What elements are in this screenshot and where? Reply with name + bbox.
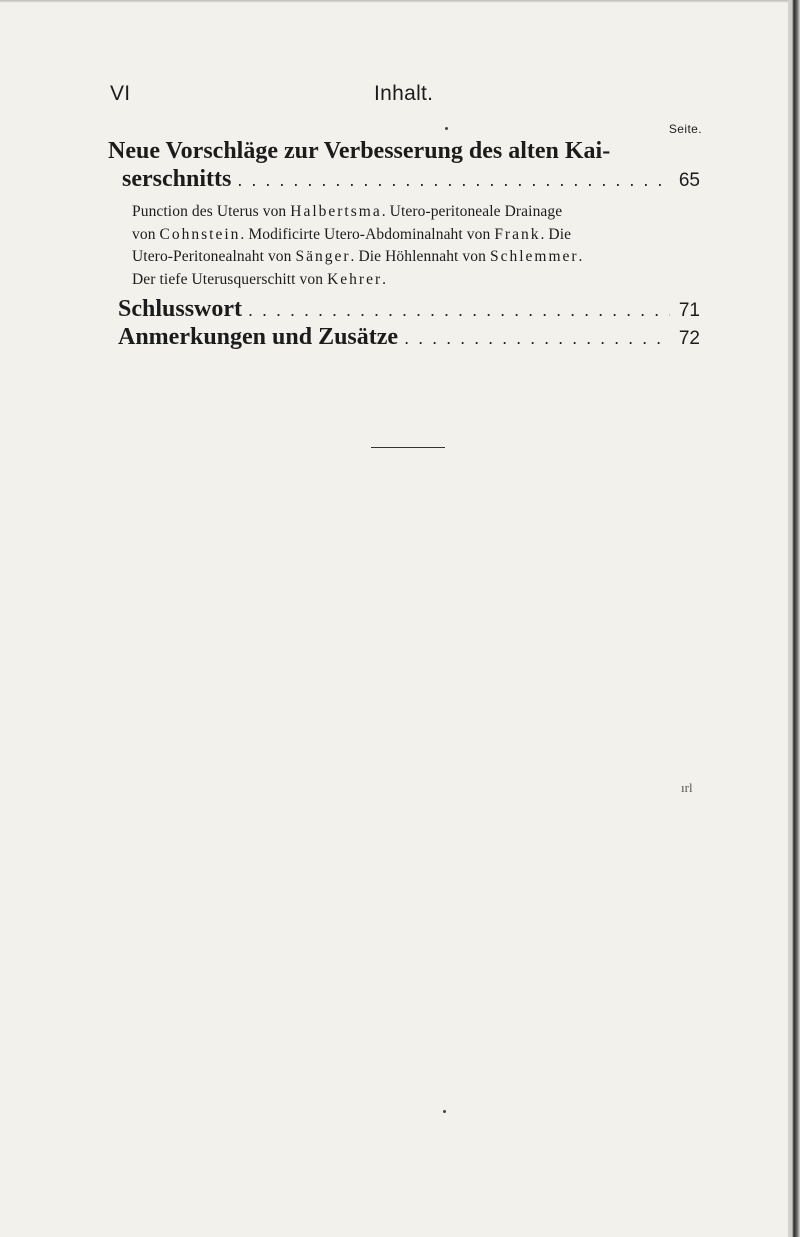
entry-page-number: 65 (678, 170, 700, 191)
page-number: VI (110, 82, 131, 105)
author-name: Cohnstein (159, 225, 241, 243)
entry-page-number: 71 (678, 300, 700, 321)
ink-speck (443, 1110, 446, 1113)
seite-column-label: Seite. (668, 122, 702, 136)
entry-title-line1: Neue Vorschläge zur Verbesserung des alten Kai- (108, 138, 611, 164)
page-header (110, 82, 700, 112)
closing-rule (371, 447, 445, 448)
summary-line-1: Punction des Uterus von Halbertsma. Utero-peritoneale Drainage (132, 203, 563, 220)
ink-speck (445, 127, 448, 130)
entry-title-line2: serschnitts (122, 166, 232, 192)
leader-dots (231, 170, 670, 191)
toc-entry-schlusswort (118, 295, 700, 323)
entry-summary (132, 201, 702, 291)
summary-line-3: Utero-Peritonealnaht von Sänger. Die Höhlennaht von Schlemmer. (132, 248, 583, 265)
summary-line-2: von Cohnstein. Modificirte Utero-Abdominalnaht von Frank. Die (132, 225, 572, 243)
author-name: Frank (494, 225, 541, 243)
author-name: Sänger (295, 248, 351, 265)
author-name: Halbertsma (290, 203, 382, 220)
margin-mark: ırl (681, 780, 693, 795)
entry-title: Anmerkungen und Zusätze (118, 324, 399, 350)
author-name: Kehrer (327, 270, 383, 288)
toc-entry-anmerkungen (118, 323, 700, 351)
scan-edge-right (788, 0, 800, 1237)
entry-page-number: 72 (678, 328, 700, 349)
summary-line-4: Der tiefe Uterusquerschitt von Kehrer. (132, 270, 387, 288)
table-of-contents (108, 137, 700, 351)
entry-title: Schlusswort (118, 296, 243, 322)
author-name: Schlemmer (489, 248, 579, 265)
page-title: Inhalt. (374, 82, 434, 105)
entry-title-line2-row (122, 165, 700, 193)
leader-dots (242, 300, 670, 321)
toc-entry-kaiserschnitt (108, 137, 700, 291)
leader-dots (398, 328, 670, 349)
scan-edge-top (0, 0, 790, 3)
